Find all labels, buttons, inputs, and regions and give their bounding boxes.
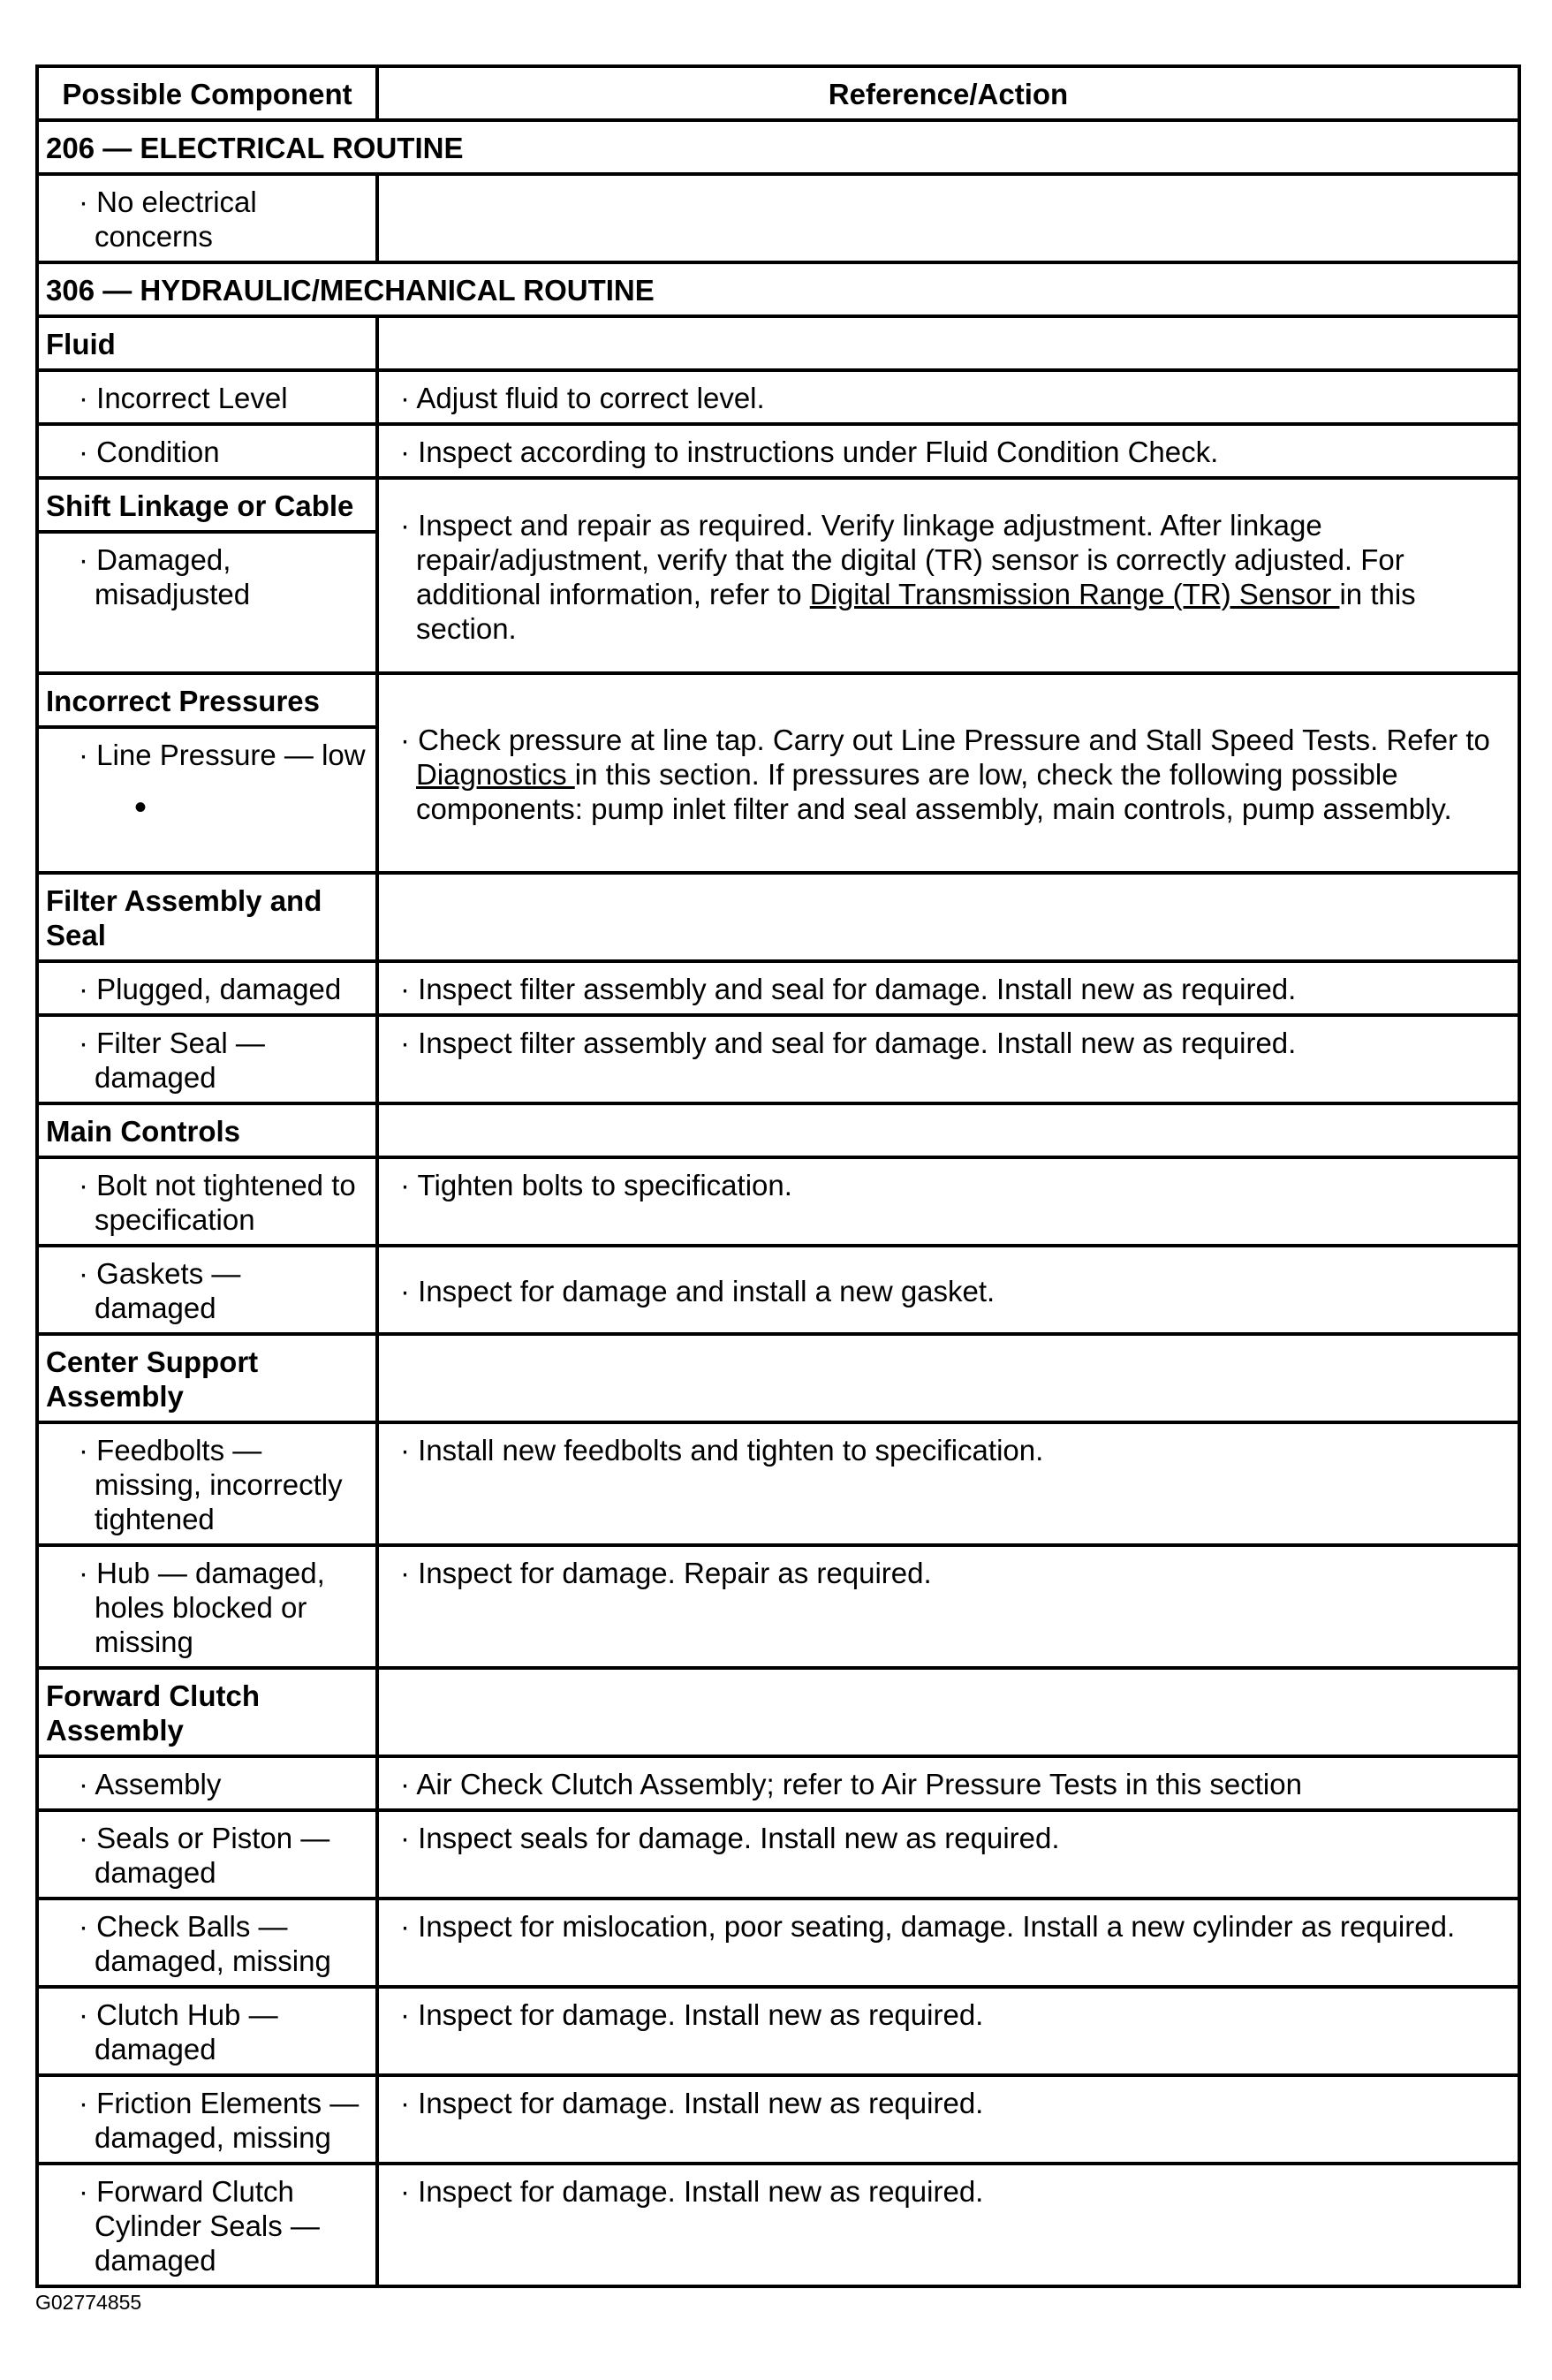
group-row — [37, 1334, 1519, 1422]
action-cell — [377, 2075, 1519, 2164]
component-cell — [37, 1246, 377, 1334]
action-text: · Adjust fluid to correct level. — [400, 382, 765, 414]
group-title: Center Support Assembly — [37, 1334, 377, 1422]
group-title: Forward Clutch Assembly — [37, 1668, 377, 1756]
table-row — [37, 1987, 1519, 2075]
action-cell — [377, 1422, 1519, 1545]
action-cell — [377, 961, 1519, 1015]
diagnostics-link[interactable]: Diagnostics — [416, 757, 575, 791]
component-cell — [37, 1545, 377, 1668]
action-text: · Inspect for damage. Install new as required. — [400, 2087, 984, 2119]
component-cell — [37, 1987, 377, 2075]
component-text: · Line Pressure — low — [79, 739, 366, 771]
action-text: · Inspect for damage. Repair as required. — [400, 1557, 932, 1589]
action-cell — [377, 370, 1519, 424]
component-text: · Seals or Piston — damaged — [79, 1822, 330, 1889]
table-row — [37, 1756, 1519, 1810]
action-text-part: in this section. If pressures are low, check the following possible components: pump inlet filter and seal assembly, main controls, pump assembly. — [416, 757, 1452, 825]
component-cell — [37, 727, 377, 873]
action-text-part: · Check pressure at line tap. Carry out Line Pressure and Stall Speed Tests. Refer to — [400, 723, 1490, 756]
action-text-part: in this section. — [416, 577, 1416, 645]
table-row — [37, 1810, 1519, 1899]
component-cell — [37, 174, 377, 262]
table-row — [37, 1246, 1519, 1334]
action-text: · Inspect filter assembly and seal for damage. Install new as required. — [400, 1027, 1297, 1059]
group-empty-cell — [377, 1334, 1519, 1422]
group-empty-cell — [377, 873, 1519, 961]
table-row — [37, 1545, 1519, 1668]
action-text: · Inspect for mislocation, poor seating, damage. Install a new cylinder as required. — [400, 1910, 1456, 1943]
component-cell — [37, 961, 377, 1015]
component-text: · Filter Seal — damaged — [79, 1027, 265, 1094]
group-row — [37, 1668, 1519, 1756]
section-row — [37, 262, 1519, 316]
component-text: · Assembly — [79, 1768, 222, 1800]
group-title: Main Controls — [37, 1103, 377, 1157]
action-text: · Install new feedbolts and tighten to specification. — [400, 1434, 1044, 1467]
component-cell — [37, 1422, 377, 1545]
component-text: · Forward Clutch Cylinder Seals — damaged — [79, 2175, 320, 2277]
component-cell — [37, 424, 377, 478]
action-cell — [377, 1810, 1519, 1899]
action-text: · Air Check Clutch Assembly; refer to Air Pressure Tests in this section — [400, 1768, 1302, 1800]
action-text — [386, 723, 1510, 826]
action-cell — [377, 174, 1519, 262]
group-row — [37, 1103, 1519, 1157]
header-reference-action: Reference/Action — [377, 66, 1519, 120]
component-text: · Gaskets — damaged — [79, 1257, 241, 1324]
figure-id: G02774855 — [35, 2291, 142, 2314]
table-row — [37, 370, 1519, 424]
group-row — [37, 478, 1519, 532]
table-row — [37, 1157, 1519, 1246]
component-text: · Condition — [79, 436, 220, 468]
action-text: · Tighten bolts to specification. — [400, 1169, 792, 1201]
component-text: · Clutch Hub — damaged — [79, 1998, 278, 2065]
component-cell — [37, 1756, 377, 1810]
action-cell — [377, 1545, 1519, 1668]
header-possible-component: Possible Component — [37, 66, 377, 120]
table-row — [37, 1015, 1519, 1103]
component-cell — [37, 2075, 377, 2164]
action-cell — [377, 1899, 1519, 1987]
component-text: · No electrical concerns — [79, 186, 257, 253]
action-cell — [377, 478, 1519, 673]
component-text: · Bolt not tightened to specification — [79, 1169, 356, 1236]
table-header-row — [37, 66, 1519, 120]
action-cell — [377, 1157, 1519, 1246]
component-text: · Plugged, damaged — [79, 973, 342, 1005]
action-text: · Inspect for damage. Install new as required. — [400, 2175, 984, 2208]
table-row — [37, 1422, 1519, 1545]
group-title: Shift Linkage or Cable — [37, 478, 377, 532]
action-cell — [377, 1246, 1519, 1334]
action-cell — [377, 1015, 1519, 1103]
component-cell — [37, 532, 377, 673]
group-empty-cell — [377, 1668, 1519, 1756]
action-cell — [377, 2164, 1519, 2286]
action-text: · Inspect for damage. Install new as required. — [400, 1998, 984, 2031]
group-row — [37, 316, 1519, 370]
action-text-part: · Inspect and repair as required. Verify linkage adjustment. After linkage repair/adjustment, verify that the digital (TR) sensor is correctly adjusted. For additional information, refer to — [400, 508, 1404, 610]
action-cell — [377, 1987, 1519, 2075]
component-cell — [37, 1810, 377, 1899]
table-row — [37, 1899, 1519, 1987]
table-row — [37, 2075, 1519, 2164]
component-cell — [37, 370, 377, 424]
table-row — [37, 961, 1519, 1015]
action-cell — [377, 1756, 1519, 1810]
action-text: · Inspect filter assembly and seal for damage. Install new as required. — [400, 973, 1297, 1005]
group-empty-cell — [377, 1103, 1519, 1157]
action-cell — [377, 424, 1519, 478]
component-cell — [37, 2164, 377, 2286]
component-text: · Friction Elements — damaged, missing — [79, 2087, 360, 2154]
component-cell — [37, 1899, 377, 1987]
component-text: · Feedbolts — missing, incorrectly tightened — [79, 1434, 343, 1535]
action-text — [386, 508, 1510, 646]
section-title-electrical: 206 — ELECTRICAL ROUTINE — [37, 120, 1519, 174]
component-text: · Incorrect Level — [79, 382, 288, 414]
component-cell — [37, 1157, 377, 1246]
group-row — [37, 873, 1519, 961]
group-title: Incorrect Pressures — [37, 673, 377, 727]
group-title: Fluid — [37, 316, 377, 370]
tr-sensor-link[interactable]: Digital Transmission Range (TR) Sensor — [809, 577, 1340, 610]
diagnostic-table — [35, 64, 1521, 2288]
action-text: · Inspect for damage and install a new gasket. — [400, 1274, 996, 1307]
component-text: · Hub — damaged, holes blocked or missing — [79, 1557, 325, 1658]
component-text: · Damaged, misadjusted — [79, 543, 251, 610]
component-cell — [37, 1015, 377, 1103]
table-row — [37, 2164, 1519, 2286]
action-text: · Inspect according to instructions under Fluid Condition Check. — [400, 436, 1219, 468]
action-text: · Inspect seals for damage. Install new as required. — [400, 1822, 1060, 1854]
group-empty-cell — [377, 316, 1519, 370]
extra-bullet: • — [134, 788, 148, 827]
diagnostic-table-container — [35, 64, 1518, 2288]
group-row — [37, 673, 1519, 727]
component-text: · Check Balls — damaged, missing — [79, 1910, 331, 1977]
table-row — [37, 424, 1519, 478]
group-title: Filter Assembly and Seal — [37, 873, 377, 961]
table-row — [37, 174, 1519, 262]
section-title-hydraulic: 306 — HYDRAULIC/MECHANICAL ROUTINE — [37, 262, 1519, 316]
section-row — [37, 120, 1519, 174]
action-cell — [377, 673, 1519, 873]
